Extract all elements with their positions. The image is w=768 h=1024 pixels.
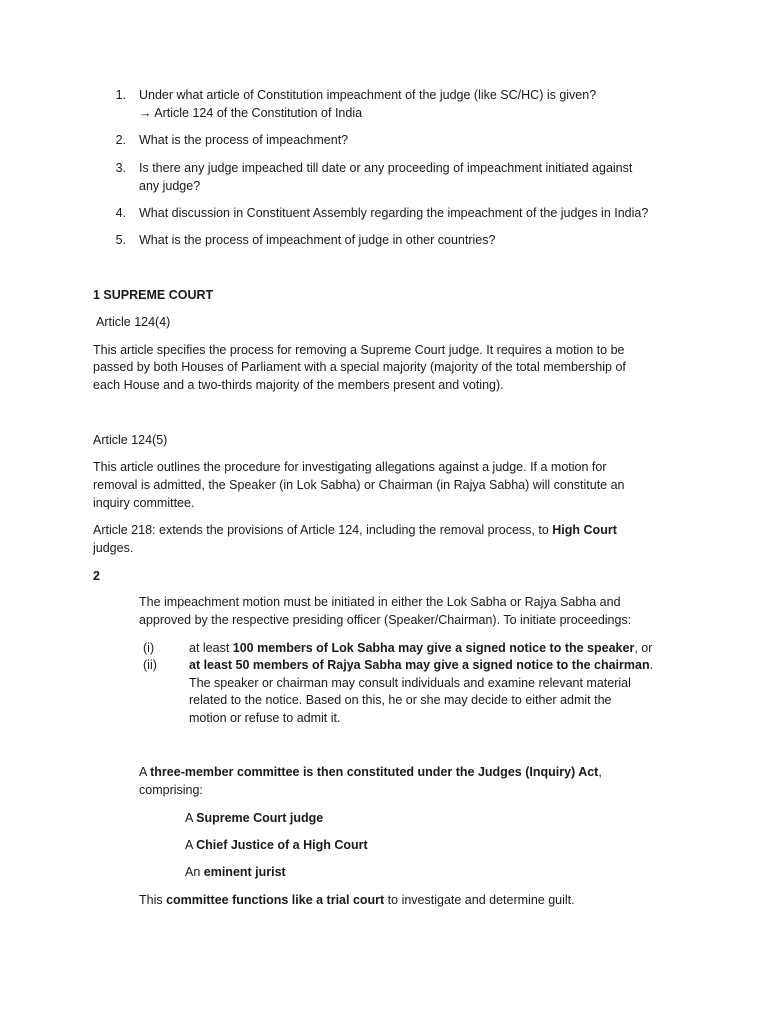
list-item: at least 50 members of Rajya Sabha may give a signed notice to the chairman.	[189, 658, 654, 672]
list-number: (i)	[143, 641, 155, 655]
article-title: Article 124(5)	[93, 433, 168, 447]
paragraph-line: Article 218: extends the provisions of Article 124, including the removal process, to High Court	[93, 523, 617, 537]
paragraph-line: The impeachment motion must be initiated in either the Lok Sabha or Rajya Sabha and	[139, 595, 621, 609]
paragraph-line: each House and a two-thirds majority of the members present and voting).	[93, 378, 504, 392]
list-number: 3.	[115, 161, 126, 175]
paragraph-line: A three-member committee is then constituted under the Judges (Inquiry) Act,	[139, 765, 602, 779]
paragraph-line: motion or refuse to admit it.	[189, 711, 341, 725]
question-text: What is the process of impeachment of judge in other countries?	[139, 233, 496, 247]
section-heading: 1 SUPREME COURT	[93, 288, 214, 302]
question-text: any judge?	[139, 179, 201, 193]
list-number: (ii)	[143, 658, 157, 672]
list-number: 2.	[115, 133, 126, 147]
paragraph-line: This article outlines the procedure for investigating allegations against a judge. If a motion for	[93, 460, 607, 474]
paragraph-line: judges.	[93, 541, 134, 555]
committee-member: A Chief Justice of a High Court	[185, 838, 368, 852]
question-text: Is there any judge impeached till date or any proceeding of impeachment initiated against	[139, 161, 633, 175]
question-answer: → Article 124 of the Constitution of India	[139, 106, 363, 120]
paragraph-line: The speaker or chairman may consult individuals and examine relevant material	[189, 676, 631, 690]
paragraph-line: comprising:	[139, 783, 203, 797]
list-number: 1.	[115, 88, 126, 102]
question-text: What is the process of impeachment?	[139, 133, 349, 147]
paragraph-line: This committee functions like a trial court to investigate and determine guilt.	[139, 893, 575, 907]
article-title: Article 124(4)	[96, 315, 171, 329]
paragraph-line: approved by the respective presiding officer (Speaker/Chairman). To initiate proceedings:	[139, 613, 632, 627]
paragraph-line: related to the notice. Based on this, he or she may decide to either admit the	[189, 693, 612, 707]
paragraph-line: passed by both Houses of Parliament with a special majority (majority of the total membership of	[93, 360, 626, 374]
committee-member: An eminent jurist	[185, 865, 286, 879]
paragraph-line: removal is admitted, the Speaker (in Lok Sabha) or Chairman (in Rajya Sabha) will constitute an	[93, 478, 625, 492]
paragraph-line: This article specifies the process for removing a Supreme Court judge. It requires a motion to be	[93, 343, 625, 357]
paragraph-line: inquiry committee.	[93, 496, 195, 510]
list-number: 5.	[115, 233, 126, 247]
list-number: 4.	[115, 206, 126, 220]
list-item: at least 100 members of Lok Sabha may give a signed notice to the speaker, or	[189, 641, 653, 655]
committee-member: A Supreme Court judge	[185, 811, 324, 825]
question-text: What discussion in Constituent Assembly regarding the impeachment of the judges in India?	[139, 206, 649, 220]
section-heading: 2	[93, 569, 100, 583]
question-text: Under what article of Constitution impeachment of the judge (like SC/HC) is given?	[139, 88, 597, 102]
